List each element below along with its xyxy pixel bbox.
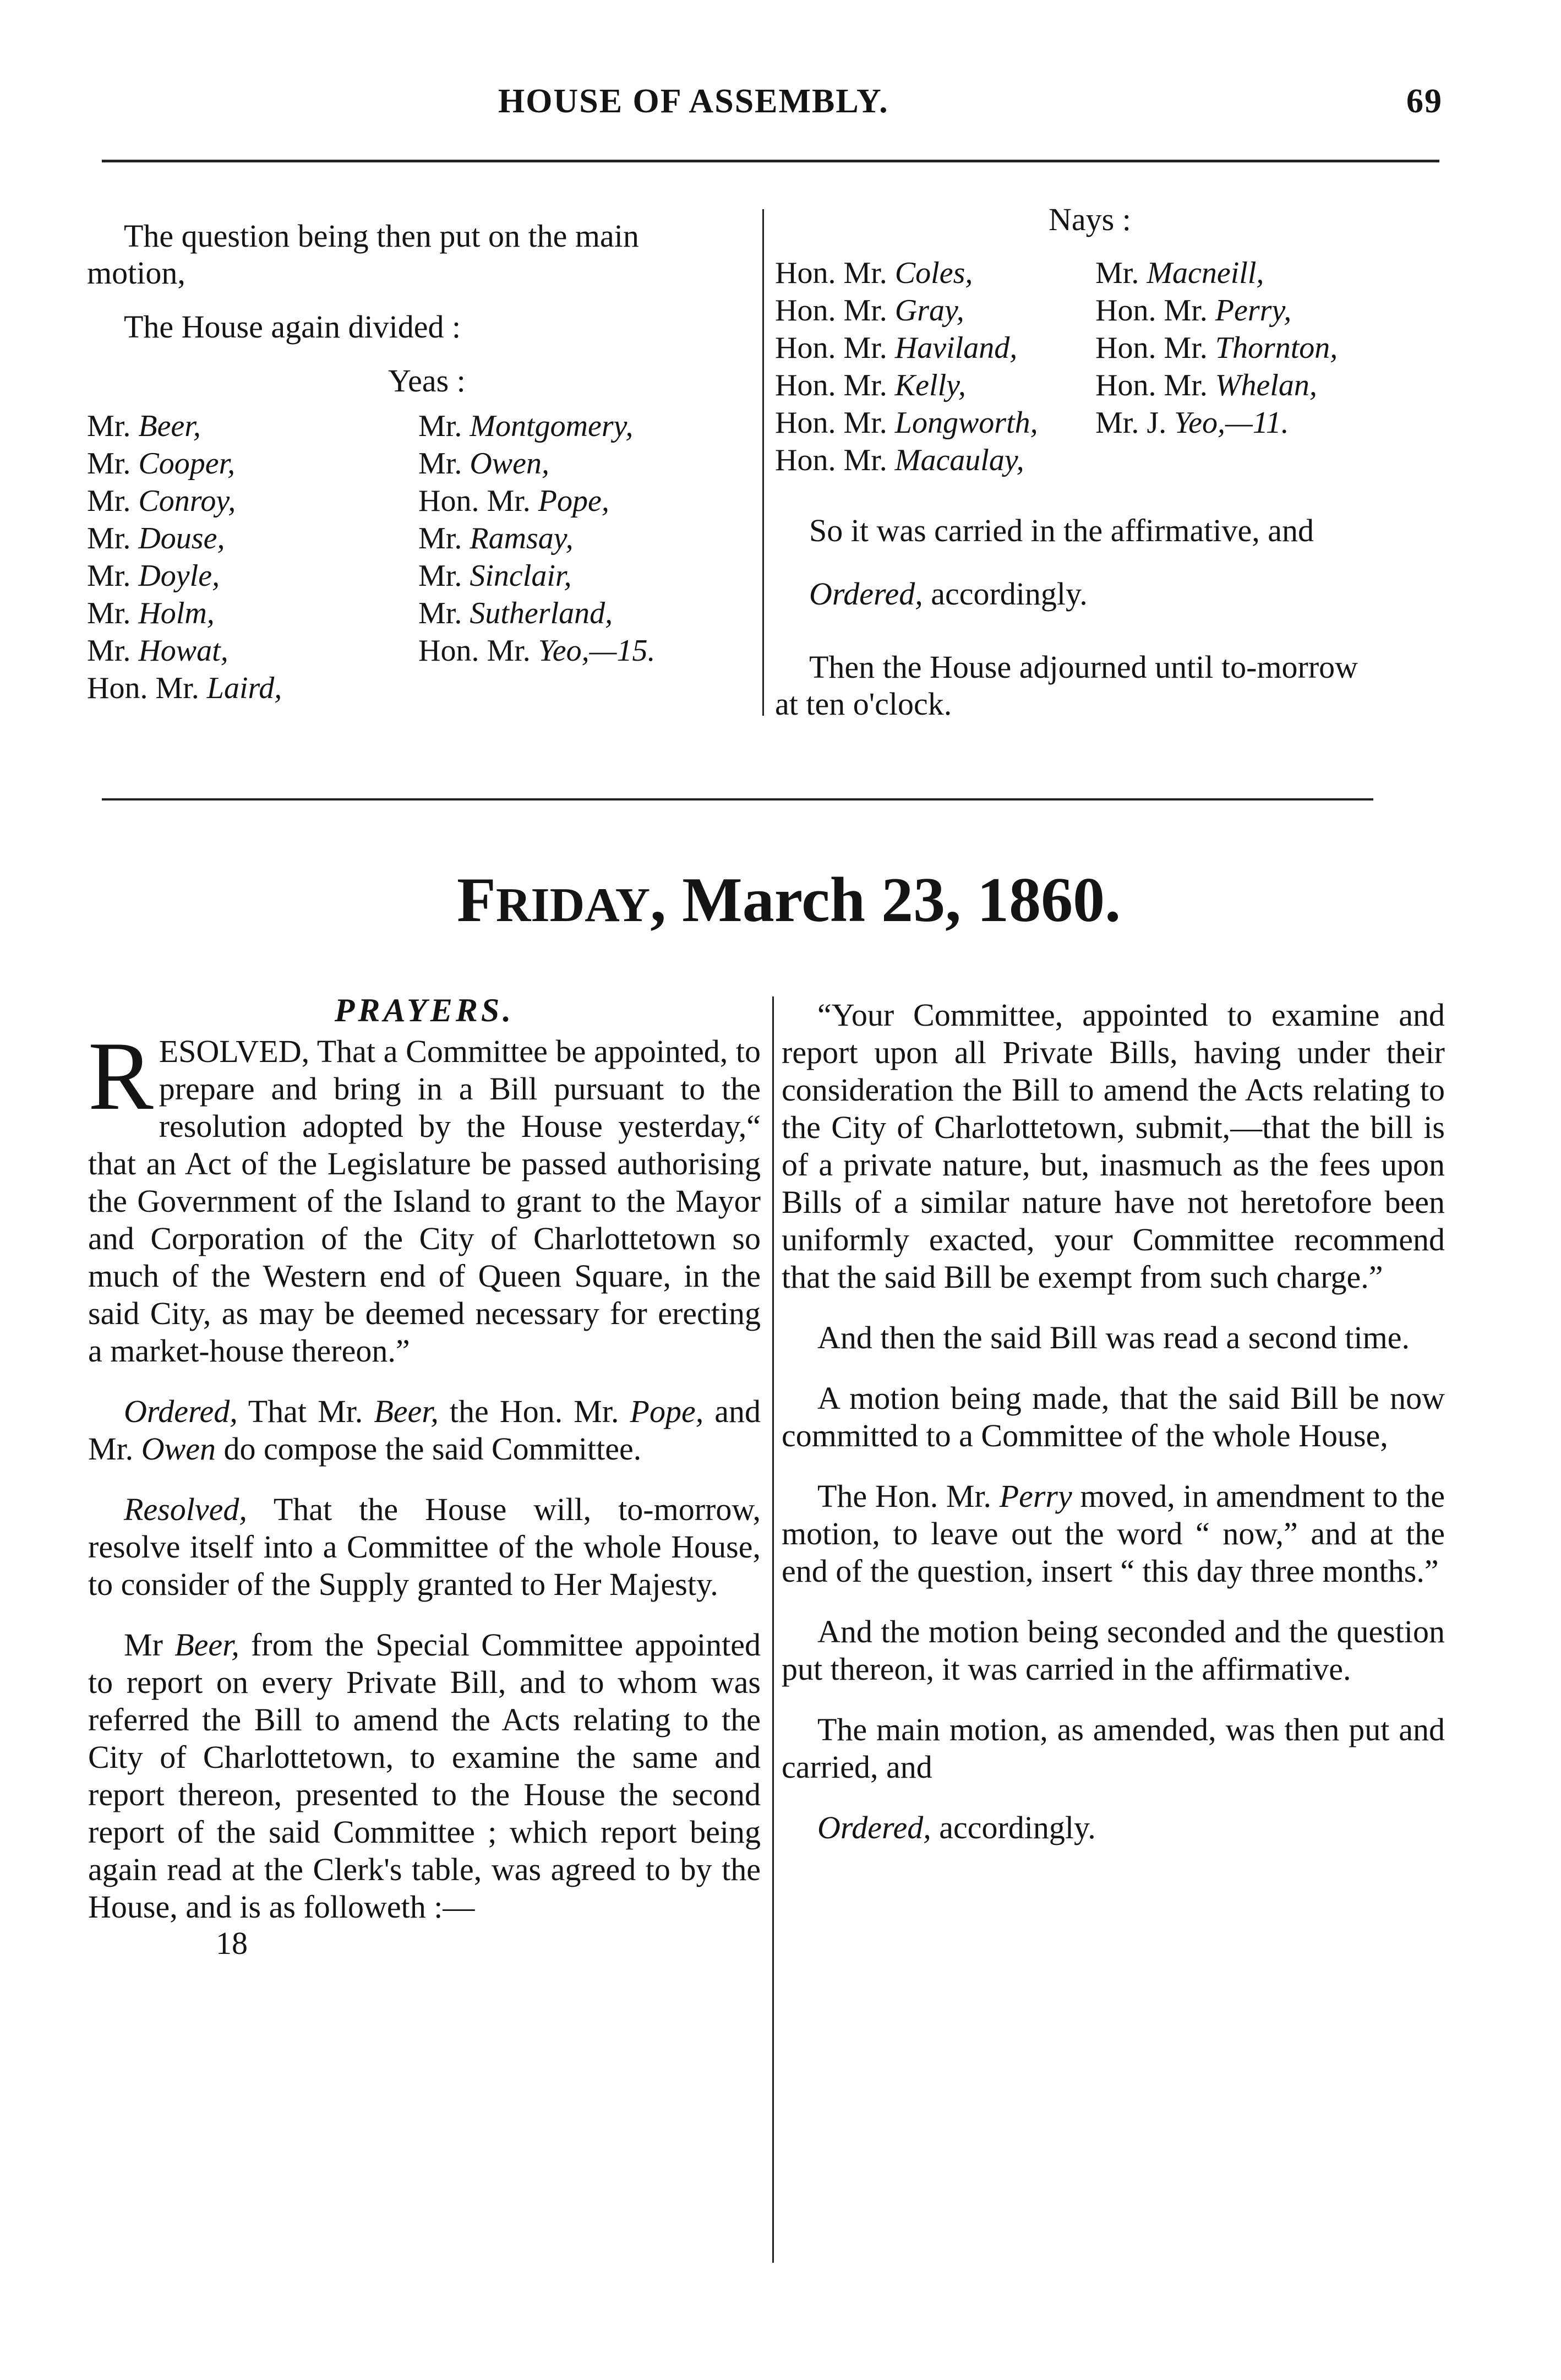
yea-member: Mr. Sutherland, xyxy=(418,596,613,630)
carried-line: So it was carried in the affirmative, and xyxy=(809,513,1314,548)
seconded-paragraph: And the motion being seconded and the question put thereon, it was carried in the affirmative. xyxy=(782,1614,1445,1687)
nay-member: Hon. Mr. Kelly, xyxy=(775,368,966,402)
header-rule xyxy=(102,160,1439,162)
nay-member: Hon. Mr. Gray, xyxy=(775,293,964,328)
beer-report-paragraph: Mr Beer, from the Special Committee appointed to report on every Private Bill, and to whom was referred the Bill to amend the Acts relating to the City of Charlottetown, to examine the same and report thereon, presented to the House the second report of the said Committee ; which report being again read at the Clerk's table, was agreed to by the House, and is as followeth :— xyxy=(88,1627,761,1925)
yea-member: Mr. Douse, xyxy=(87,521,225,555)
prayers-heading: PRAYERS. xyxy=(334,992,515,1028)
second-reading-paragraph: And then the said Bill was read a second time. xyxy=(817,1320,1410,1355)
main-motion-paragraph: The main motion, as amended, was then put and carried, and xyxy=(782,1712,1445,1785)
yea-member: Mr. Doyle, xyxy=(87,559,220,593)
perry-amendment-paragraph: The Hon. Mr. Perry moved, in amendment to the motion, to leave out the word “ now,” and at the end of the question, insert “ this day three months.” xyxy=(782,1478,1445,1589)
yea-member: Mr. Beer, xyxy=(87,409,201,443)
nay-member: Hon. Mr. Haviland, xyxy=(775,331,1018,365)
nay-member: Hon. Mr. Perry, xyxy=(1095,293,1292,328)
page-number: 69 xyxy=(1406,83,1443,120)
committee-report-paragraph: “Your Committee, appointed to examine and report upon all Private Bills, having under their consideration the Bill to amend the Acts relating to the City of Charlottetown, submit,—that the bill is of a private nature, but, inasmuch as the fees upon Bills of a similar nature have not heretofore been uniformly exacted, your Committee recommend that the said Bill be exempt from such charge.” xyxy=(782,997,1445,1295)
yea-member: Hon. Mr. Laird, xyxy=(87,671,282,705)
yea-member: Mr. Sinclair, xyxy=(418,559,572,593)
nay-member: Hon. Mr. Thornton, xyxy=(1095,331,1338,365)
yea-member: Mr. Cooper, xyxy=(87,446,236,481)
date-heading: FRIDAY, March 23, 1860. xyxy=(457,865,1121,935)
section-rule xyxy=(102,798,1373,800)
yea-member: Mr. Montgomery, xyxy=(418,409,634,443)
left-column xyxy=(88,991,761,1961)
signature-mark: 18 xyxy=(216,1925,248,1961)
drop-cap: R xyxy=(88,1021,154,1130)
adjourned-line2: at ten o'clock. xyxy=(775,686,952,722)
resolved-paragraph: RESOLVED, That a Committee be appointed, to prepare and bring in a Bill pursuant to the resolution adopted by the House yesterday,“ that an Act of the Legislature be passed authorising the Government of the Island to grant to the Mayor and Corporation of the City of Charlottetown so much of the Western end of Queen Square, in the said City, as may be deemed necessary for erecting a market-house thereon.” xyxy=(88,1021,761,1369)
nay-member: Hon. Mr. Macaulay, xyxy=(775,443,1024,477)
nay-member: Mr. J. Yeo,—11. xyxy=(1095,406,1289,440)
nay-member: Mr. Macneill, xyxy=(1095,256,1264,290)
adjourned-line1: Then the House adjourned until to-morrow xyxy=(809,649,1358,685)
column-divider-bottom xyxy=(772,996,774,2263)
yea-member: Mr. Owen, xyxy=(418,446,550,481)
ordered-accordingly-top: Ordered, accordingly. xyxy=(809,576,1088,612)
yea-member: Hon. Mr. Yeo,—15. xyxy=(418,634,656,668)
motion-paragraph: A motion being made, that the said Bill be now committed to a Committee of the whole House, xyxy=(782,1380,1445,1453)
ordered-accordingly-bottom: Ordered, accordingly. xyxy=(817,1810,1096,1845)
division-intro-line2: motion, xyxy=(87,255,185,291)
running-head-title: HOUSE OF ASSEMBLY. xyxy=(498,83,889,120)
yea-member: Mr. Holm, xyxy=(87,596,215,630)
ordered-committee-paragraph: Ordered, That Mr. Beer, the Hon. Mr. Pope, and Mr. Owen do compose the said Committee. xyxy=(88,1393,761,1467)
nay-member: Hon. Mr. Longworth, xyxy=(775,406,1038,440)
yea-member: Mr. Conroy, xyxy=(87,484,236,518)
yea-member: Mr. Howat, xyxy=(87,634,228,668)
nay-member: Hon. Mr. Whelan, xyxy=(1095,368,1317,402)
yea-member: Mr. Ramsay, xyxy=(418,521,574,555)
resolved-supply-paragraph: Resolved, That the House will, to-morrow, resolve itself into a Committee of the whole House, to consider of the Supply granted to Her Majesty. xyxy=(88,1491,761,1602)
right-column xyxy=(782,996,1445,1847)
division-intro-line1: The question being then put on the main xyxy=(124,218,639,254)
yeas-label: Yeas : xyxy=(388,363,466,399)
yea-member: Hon. Mr. Pope, xyxy=(418,484,609,518)
nay-member: Hon. Mr. Coles, xyxy=(775,256,973,290)
division-divided: The House again divided : xyxy=(124,309,461,345)
column-divider-top xyxy=(762,209,764,716)
nays-label: Nays : xyxy=(1049,201,1131,237)
